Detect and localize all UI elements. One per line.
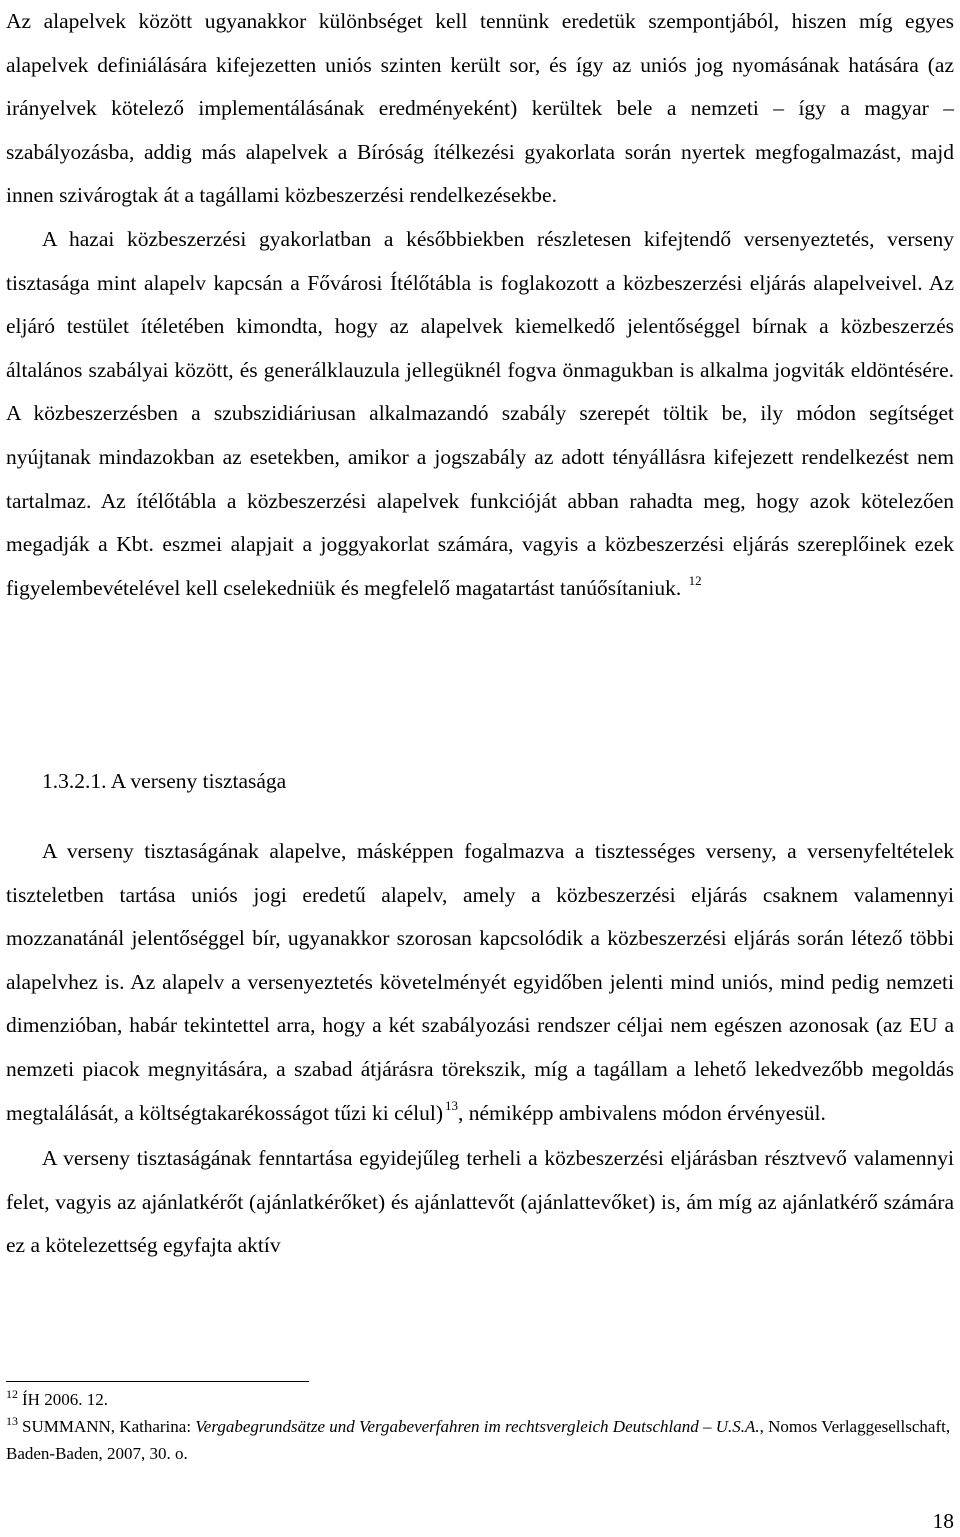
body-text: [6, 0, 954, 612]
footnote-13: [6, 1414, 956, 1466]
footnote-text: ÍH 2006. 12.: [22, 1390, 108, 1409]
section-heading: 1.3.2.1. A verseny tisztasága: [42, 769, 287, 793]
paragraph-4-text: A verseny tisztaságának fenntartása egyidejűleg terheli a közbeszerzési eljárásban résztvevő valamennyi felet, vagyis az ajánlatkérőt (ajánlatkérőket) és ajánlattevőt (ajánlattevőket) is, ám míg az ajánlatkérő számára ez a kötelezettség egyfajta aktív: [6, 1146, 954, 1258]
footnote-publisher: , Nomos Verlaggesellschaft, Baden-Baden, 2007, 30. o.: [6, 1417, 951, 1463]
paragraph-4: [6, 1137, 954, 1268]
footnote-divider: [6, 1381, 309, 1382]
paragraph-3: [6, 830, 954, 1137]
footnote-author: SUMMANN, Katharina:: [22, 1417, 196, 1436]
paragraph-1: [6, 0, 954, 218]
footnote-number: 13: [6, 1414, 18, 1428]
paragraph-1-text: Az alapelvek között ugyanakkor különbséget kell tennünk eredetük szempontjából, hiszen míg egyes alapelvek definiálására kifejezetten uniós szinten került sor, és így az uniós jog nyomásának hatására (az irányelvek kötelező implementálásának eredményeként) kerültek bele a nemzeti – így a magyar – szabályozásba, addig más alapelvek a Bíróság ítélkezési gyakorlata során nyertek megfogalmazást, majd innen szivárogtak át a tagállami közbeszerzési rendelkezésekbe.: [6, 9, 954, 208]
footnote-ref-12[interactable]: 12: [688, 572, 702, 588]
paragraph-3-text-end: , némiképp ambivalens módon érvényesül.: [458, 1100, 826, 1125]
footnote-12: [6, 1387, 956, 1414]
paragraph-2: [6, 218, 954, 612]
paragraph-2-text: A hazai közbeszerzési gyakorlatban a későbbiekben részletesen kifejtendő versenyeztetés, verseny tisztasága mint alapelv kapcsán a Fővárosi Ítélőtábla is foglakozott a közbeszerzési eljárás alapelveivel. Az eljáró testület ítéletében kimondta, hogy az alapelvek kiemelkedő jelentőséggel bírnak a közbeszerzés általános szabályai között, és generálklauzula jellegüknél fogva önmagukban is alkalma jogviták eldöntésére. A közbeszerzésben a szubszidiáriusan alkalmazandó szabály szerepét töltik be, ily módon segítséget nyújtanak mindazokban az esetekben, amikor a jogszabály az adott tényállásra kifejezett rendelkezést nem tartalmaz. Az ítélőtábla a közbeszerzési alapelvek funkcióját abban rahadta meg, hogy azok kötelezően megadják a Kbt. eszmei alapjait a joggyakorlat számára, vagyis a közbeszerzési eljárás szereplőinek ezek figyelembevételével kell cselekedniük és megfelelő magatartást tanúősítaniuk.: [6, 226, 954, 600]
section-body: [6, 830, 954, 1268]
page-number: 18: [932, 1509, 954, 1533]
footnote-title: Vergabegrundsätze und Vergabeverfahren im rechtsvergleich Deutschland – U.S.A.: [195, 1417, 760, 1436]
paragraph-3-text: A verseny tisztaságának alapelve, másképpen fogalmazva a tisztességes verseny, a versenyfeltételek tiszteletben tartása uniós jogi eredetű alapelv, amely a közbeszerzési eljárás csaknem valamennyi mozzanatánál jelentőséggel bír, ugyanakkor szorosan kapcsolódik a közbeszerzési eljárás során létező többi alapelvhez is. Az alapelv a versenyeztetés követelményét egyidőben jelenti mind uniós, mind pedig nemzeti dimenzióban, habár tekintettel arra, hogy a két szabályozási rendszer céljai nem egészen azonosak (az EU a nemzeti piacok megnyitására, a szabad átjárásra törekszik, míg a tagállam a lehető lekedvezőbb megoldás megtalálását, a költségtakarékosságot tűzi ki célul): [6, 839, 954, 1125]
footnote-number: 12: [6, 1387, 18, 1401]
footnote-ref-13[interactable]: 13: [445, 1097, 459, 1113]
footnotes: [6, 1387, 956, 1466]
